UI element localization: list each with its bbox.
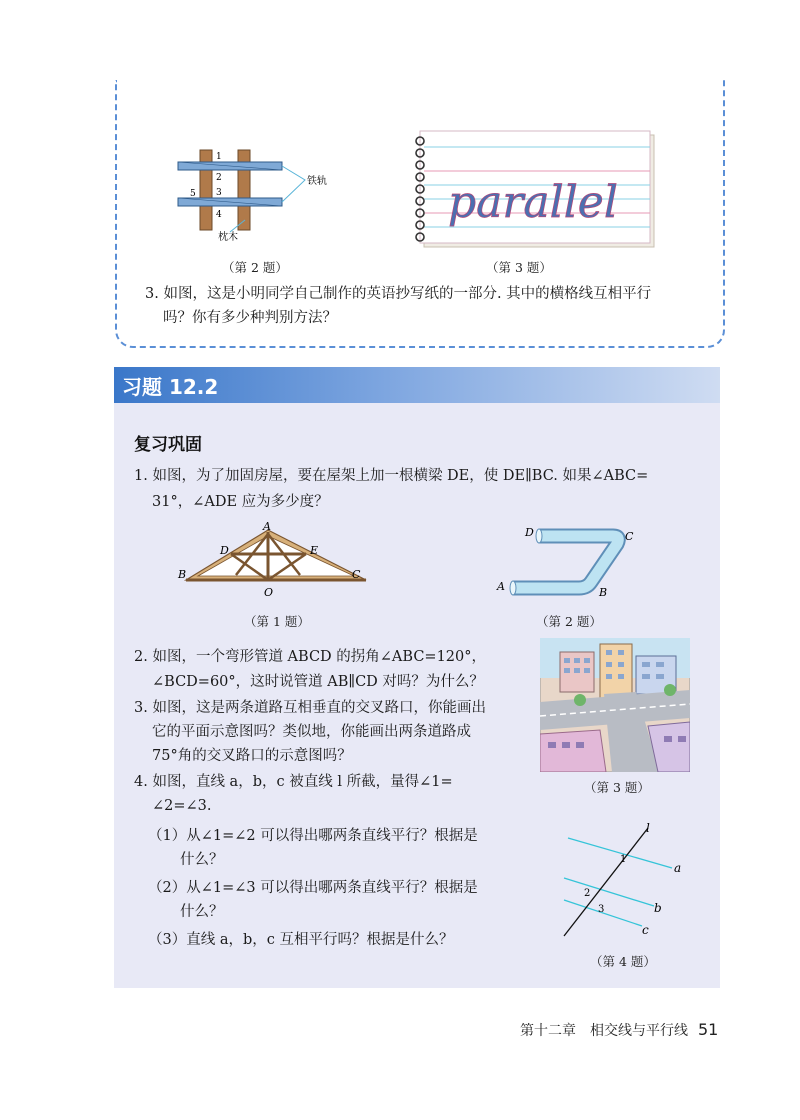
top-q3-line1: 3. 如图，这是小明同学自己制作的英语抄写纸的一部分. 其中的横格线互相平行 bbox=[145, 286, 652, 302]
q4-2b: 什么？ bbox=[180, 904, 224, 920]
fig2-label-B: B bbox=[599, 586, 608, 599]
fig4-label-b: b bbox=[654, 901, 662, 915]
q3-line3: 75°角的交叉路口的示意图吗？ bbox=[152, 748, 352, 764]
parallel-lines-figure bbox=[550, 822, 700, 944]
fig1-label-O: O bbox=[264, 586, 274, 599]
q4-3: （3）直线 a，b，c 互相平行吗？根据是什么？ bbox=[148, 932, 454, 948]
fig2-label-A: A bbox=[497, 580, 505, 593]
angle-label-3: 3 bbox=[216, 188, 222, 198]
q3-line2: 它的平面示意图吗？类似地，你能画出两条道路成 bbox=[152, 724, 471, 740]
fig2-ex-caption: （第 2 题） bbox=[536, 614, 602, 629]
fig4-caption: （第 4 题） bbox=[590, 954, 656, 969]
fig4-label-l: l bbox=[646, 822, 650, 835]
q4-line1: 4. 如图，直线 a，b，c 被直线 l 所截，量得∠1= bbox=[134, 774, 453, 790]
intersection-figure bbox=[540, 638, 690, 772]
angle-label-4: 4 bbox=[216, 210, 222, 220]
fig1-label-B: B bbox=[178, 568, 187, 581]
fig4-angle-1: 1 bbox=[620, 854, 627, 865]
section-title: 复习巩固 bbox=[134, 435, 202, 455]
q2-line1: 2. 如图，一个弯形管道 ABCD 的拐角∠ABC=120°， bbox=[134, 649, 486, 665]
rail-figure bbox=[170, 140, 350, 250]
fig1-label-E: E bbox=[310, 544, 319, 557]
top-q3-line2: 吗？你有多少种判别方法？ bbox=[163, 310, 337, 326]
fig1-label-D: D bbox=[220, 544, 229, 557]
sleeper-label: 枕木 bbox=[218, 232, 238, 243]
q3-line1: 3. 如图，这是两条道路互相垂直的交叉路口，你能画出 bbox=[134, 700, 486, 716]
fig1-label-C: C bbox=[352, 568, 361, 581]
q4-2a: （2）从∠1=∠3 可以得出哪两条直线平行？根据是 bbox=[148, 880, 478, 896]
exercise-title: 习题 12.2 bbox=[122, 375, 219, 399]
fig3-ex-caption: （第 3 题） bbox=[584, 780, 650, 795]
fig2-label-C: C bbox=[625, 530, 634, 543]
parallel-word: parallel bbox=[448, 177, 618, 228]
angle-label-2: 2 bbox=[216, 173, 222, 183]
fig2-caption: （第 2 题） bbox=[222, 260, 288, 275]
q4-line2: ∠2=∠3. bbox=[152, 798, 212, 814]
page-number: 51 bbox=[698, 1020, 719, 1039]
roof-truss-figure bbox=[176, 520, 376, 602]
fig1-label-A: A bbox=[263, 520, 271, 533]
angle-label-5: 5 bbox=[190, 189, 196, 199]
angle-label-1: 1 bbox=[216, 152, 222, 162]
fig1-caption: （第 1 题） bbox=[244, 614, 310, 629]
fig4-label-a: a bbox=[674, 861, 682, 875]
notebook-figure bbox=[410, 125, 660, 255]
exercise-header bbox=[114, 367, 720, 403]
fig3-caption: （第 3 题） bbox=[486, 260, 552, 275]
rail-label: 铁轨 bbox=[307, 176, 327, 187]
q1-line2: 31°，∠ADE 应为多少度？ bbox=[152, 494, 329, 510]
q4-1b: 什么？ bbox=[180, 852, 224, 868]
fig4-angle-2: 2 bbox=[584, 888, 591, 899]
fig4-label-c: c bbox=[642, 923, 649, 937]
chapter-title: 第十二章 相交线与平行线 bbox=[520, 1023, 688, 1039]
q1-line1: 1. 如图，为了加固房屋，要在屋架上加一根横梁 DE，使 DE∥BC. 如果∠ABC= bbox=[134, 468, 649, 484]
fig4-angle-3: 3 bbox=[598, 904, 605, 915]
fig2-label-D: D bbox=[525, 526, 534, 539]
line-b bbox=[564, 878, 654, 906]
q2-line2: ∠BCD=60°，这时说管道 AB∥CD 对吗？为什么？ bbox=[152, 674, 484, 690]
bent-pipe-figure bbox=[495, 520, 645, 602]
page-footer bbox=[520, 1020, 718, 1040]
q4-1a: （1）从∠1=∠2 可以得出哪两条直线平行？根据是 bbox=[148, 828, 478, 844]
